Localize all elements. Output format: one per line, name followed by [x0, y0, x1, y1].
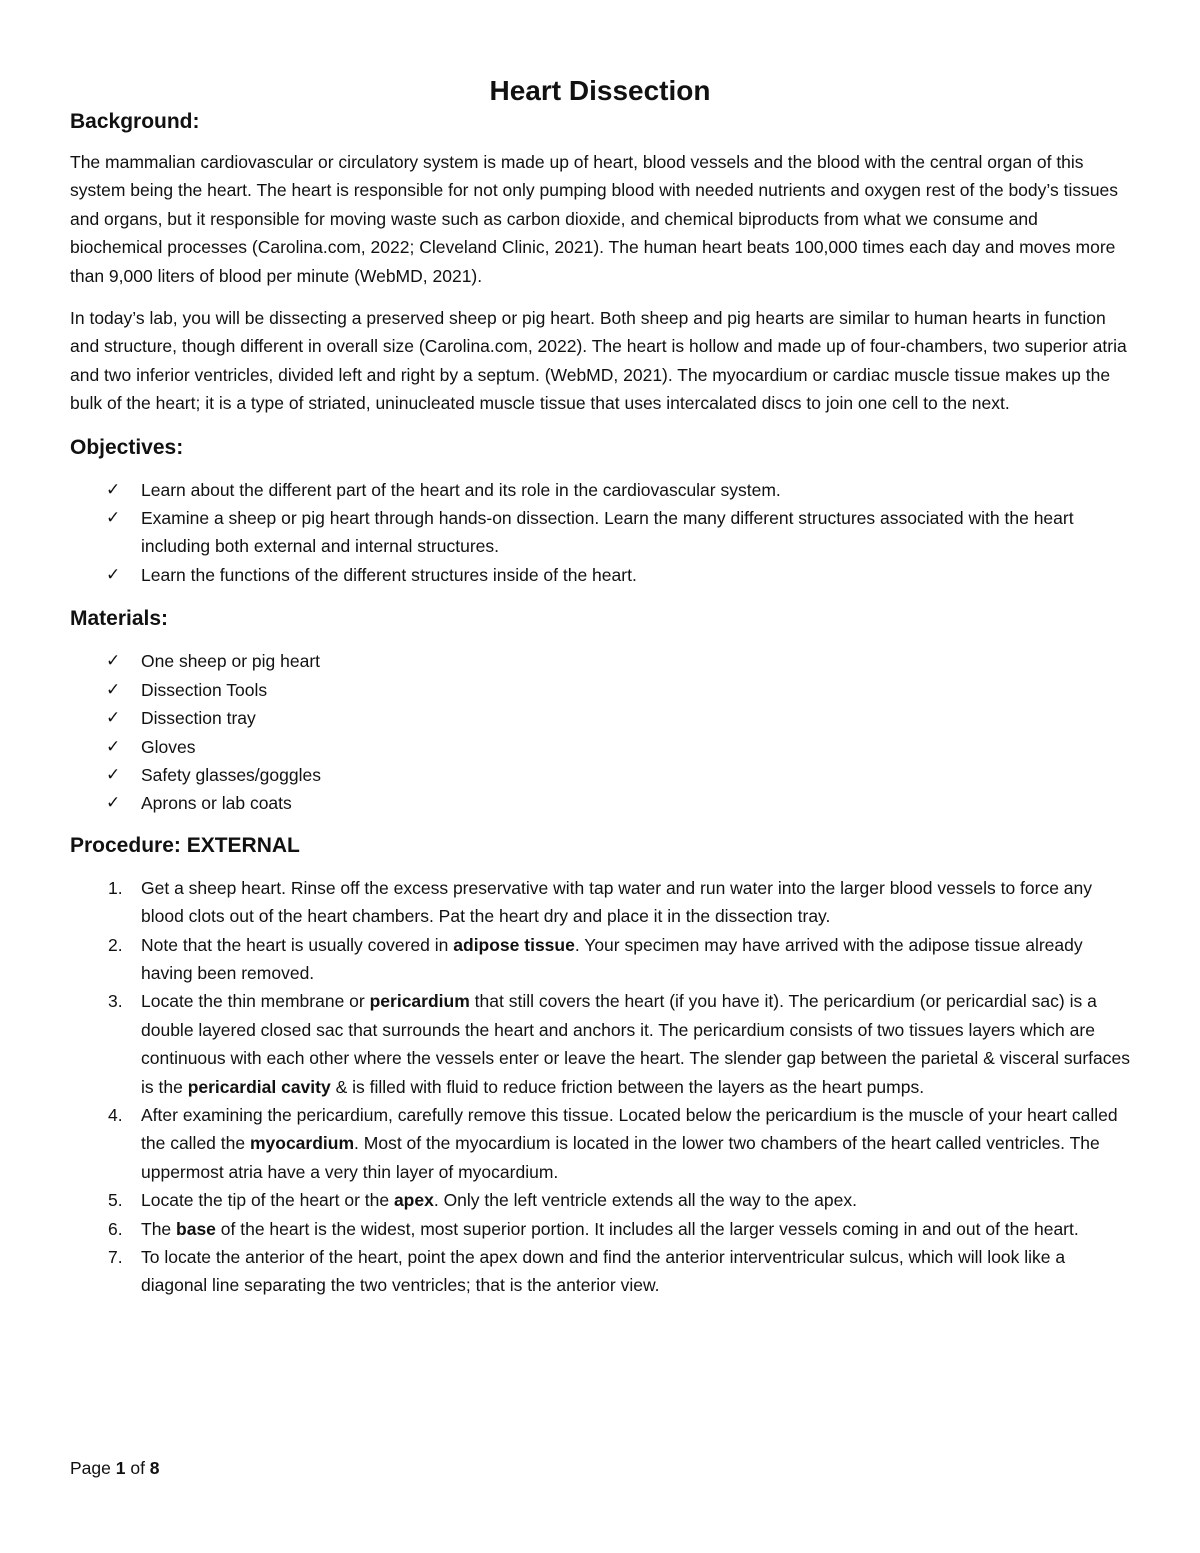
check-icon: ✓ — [106, 564, 121, 584]
step-text: The — [141, 1218, 177, 1239]
objective-item — [70, 561, 1130, 589]
material-item — [70, 704, 1130, 732]
procedure-step — [70, 1215, 1130, 1243]
procedure-step — [70, 1186, 1130, 1214]
step-text: . Only the left ventricle extends all the way to the apex. — [433, 1190, 857, 1211]
key-term: pericardium — [369, 991, 470, 1012]
material-item — [70, 647, 1130, 675]
materials-list — [70, 647, 1130, 817]
material-text: One sheep or pig heart — [141, 651, 321, 672]
background-heading: Background: — [70, 110, 200, 133]
check-icon: ✓ — [106, 508, 121, 528]
step-text: To locate the anterior of the heart, point the apex down and find the anterior interventricular sulcus, which will look like a diagonal line separating the two ventricles; that is the anterior view. — [141, 1247, 1066, 1296]
procedure-step — [70, 1101, 1130, 1186]
key-term: myocardium — [249, 1133, 355, 1154]
material-text: Aprons or lab coats — [141, 793, 292, 814]
step-text: & is filled with fluid to reduce friction between the layers as the heart pumps. — [330, 1076, 925, 1097]
page-title: Heart Dissection — [489, 75, 711, 106]
procedure-step — [70, 987, 1130, 1101]
step-text: of the heart is the widest, most superior portion. It includes all the larger vessels coming in and out of the heart. — [215, 1218, 1079, 1239]
step-text: . Your specimen may have arrived with the adipose tissue already having been removed. — [141, 934, 1083, 983]
total-page-count: 8 — [149, 1458, 160, 1478]
page-footer — [70, 1458, 160, 1479]
key-term: apex — [393, 1190, 434, 1211]
step-text: that still covers the heart (if you have it). The pericardium (or pericardial sac) is a double layered closed sac that surrounds the heart and anchors it. The pericardium consists of two tissues layers which are continuous with each other where the vessels enter or leave the heart. The slender gap between the parietal & visceral surfaces is the — [141, 991, 1130, 1097]
procedure-steps — [70, 874, 1130, 1300]
step-text: Get a sheep heart. Rinse off the excess preservative with tap water and run water into the larger blood vessels to force any blood clots out of the heart chambers. Pat the heart dry and place it in the dissection tray. — [141, 877, 1093, 927]
document-page — [70, 70, 1130, 1300]
step-text: Note that the heart is usually covered in — [141, 934, 454, 955]
objective-text: Learn about the different part of the heart and its role in the cardiovascular system. — [141, 479, 781, 500]
step-number: 2. — [108, 934, 123, 955]
material-item — [70, 789, 1130, 817]
key-term: base — [176, 1218, 216, 1239]
material-text: Gloves — [141, 736, 196, 757]
step-number: 4. — [108, 1104, 123, 1125]
step-number: 3. — [108, 991, 123, 1012]
check-icon: ✓ — [106, 708, 121, 728]
material-item — [70, 733, 1130, 761]
objective-item — [70, 504, 1130, 561]
step-number: 1. — [108, 877, 123, 898]
key-term: pericardial cavity — [187, 1076, 331, 1097]
materials-heading: Materials: — [70, 607, 169, 631]
footer-middle: of — [125, 1458, 150, 1478]
current-page-number: 1 — [115, 1458, 126, 1478]
procedure-step — [70, 874, 1130, 931]
step-text: . Most of the myocardium is located in the lower two chambers of the heart called ventricles. The uppermost atria have a very thin layer of myocardium. — [141, 1133, 1100, 1182]
check-icon: ✓ — [106, 479, 121, 499]
background-paragraph-2: In today’s lab, you will be dissecting a preserved sheep or pig heart. Both sheep and pig hearts are similar to human hearts in function and structure, though different in overall size (Carolina.com, 2022). The heart is hollow and made up of four-chambers, two superior atria and two inferior ventricles, divided left and right by a septum. (WebMD, 2021). The myocardium or cardiac muscle tissue makes up the bulk of the heart; it is a type of striated, uninucleated muscle tissue that uses intercalated discs to join one cell to the next. — [70, 308, 1127, 414]
step-number: 7. — [108, 1247, 123, 1267]
material-text: Dissection Tools — [141, 679, 268, 700]
material-text: Dissection tray — [141, 708, 256, 729]
procedure-heading: Procedure: EXTERNAL — [70, 833, 300, 857]
material-text: Safety glasses/goggles — [141, 764, 321, 785]
procedure-step — [70, 1243, 1130, 1300]
step-text: Locate the tip of the heart or the — [141, 1190, 394, 1211]
check-icon: ✓ — [106, 651, 121, 671]
objective-text: Learn the functions of the different structures inside of the heart. — [141, 564, 637, 585]
step-number: 5. — [108, 1190, 123, 1211]
key-term: adipose tissue — [453, 934, 575, 955]
objective-item — [70, 476, 1130, 504]
step-number: 6. — [108, 1218, 123, 1239]
material-item — [70, 676, 1130, 704]
step-text: Locate the thin membrane or — [141, 991, 370, 1012]
check-icon: ✓ — [106, 764, 121, 784]
check-icon: ✓ — [106, 679, 121, 699]
procedure-step — [70, 931, 1130, 988]
material-item — [70, 761, 1130, 789]
objectives-list — [70, 476, 1130, 590]
background-paragraph-1: The mammalian cardiovascular or circulatory system is made up of heart, blood vessels and the blood with the central organ of this system being the heart. The heart is responsible for not only pumping blood with needed nutrients and oxygen rest of the body’s tissues and organs, but it responsible for moving waste such as carbon dioxide, and chemical biproducts from what we consume and biochemical processes (Carolina.com, 2022; Cleveland Clinic, 2021). The human heart beats 100,000 times each day and moves more than 9,000 liters of blood per minute (WebMD, 2021). — [70, 152, 1119, 286]
objectives-heading: Objectives: — [70, 435, 184, 459]
objective-text: Examine a sheep or pig heart through hands-on dissection. Learn the many different structures associated with the heart including both external and internal structures. — [141, 508, 1074, 557]
check-icon: ✓ — [106, 736, 121, 756]
footer-prefix: Page — [70, 1458, 116, 1478]
check-icon: ✓ — [106, 793, 121, 813]
step-text: After examining the pericardium, carefully remove this tissue. Located below the pericardium is the muscle of your heart called the called the — [141, 1104, 1118, 1154]
